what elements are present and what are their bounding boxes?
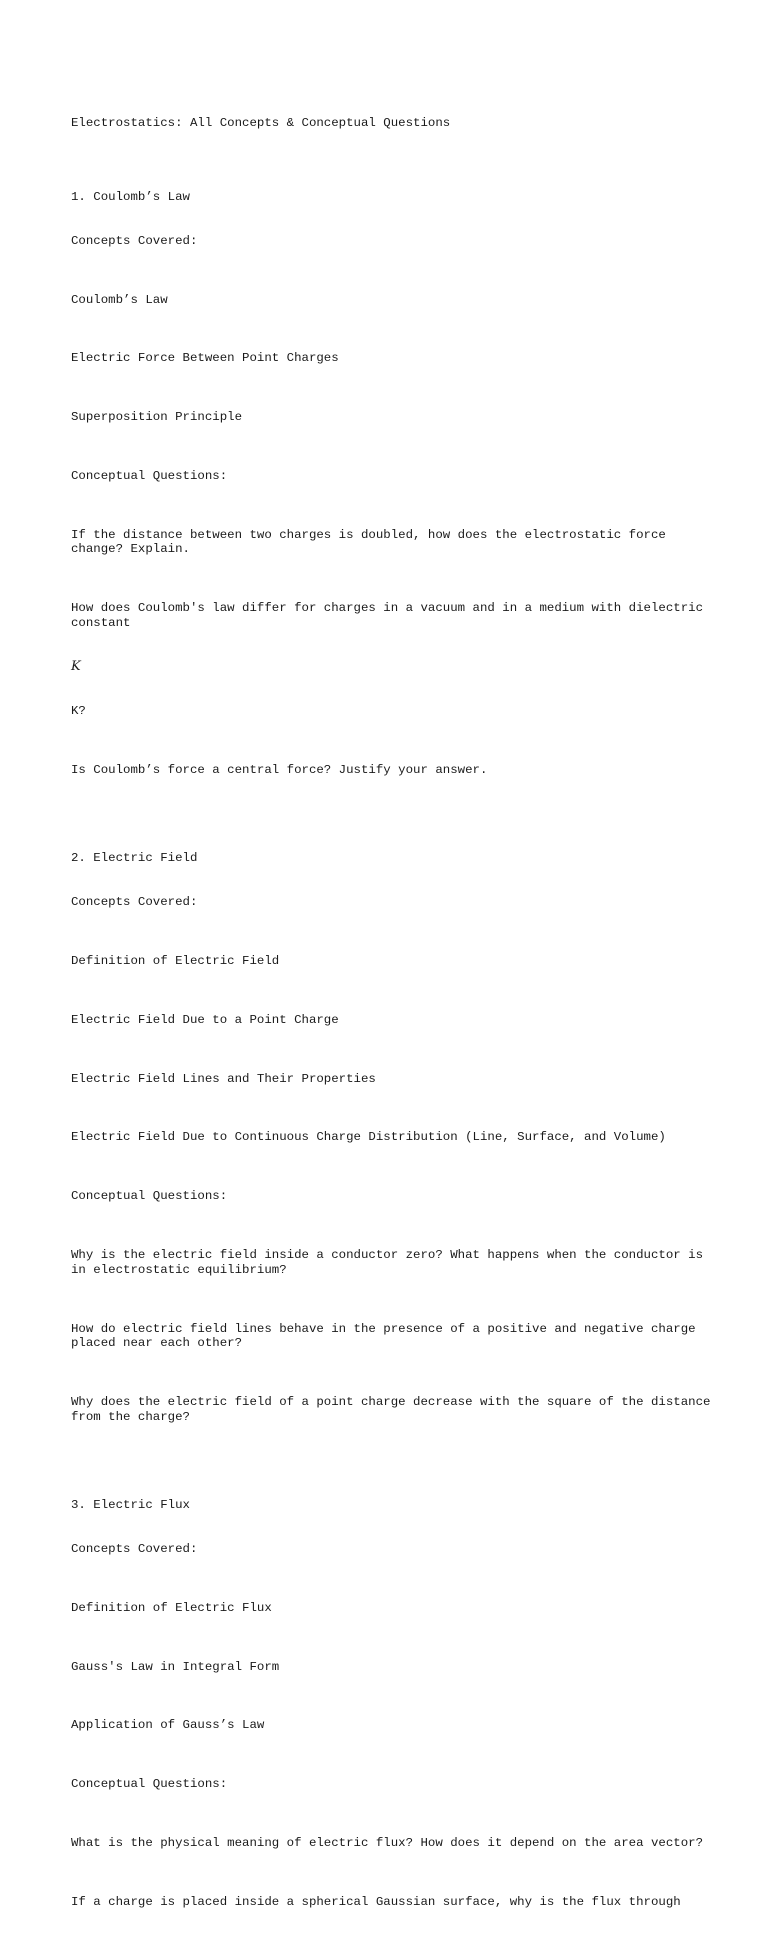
concept-item: Application of Gauss’s Law: [71, 1718, 265, 1733]
section-heading: 2. Electric Field: [71, 851, 198, 866]
concept-item: Definition of Electric Flux: [71, 1600, 272, 1615]
questions-label: Conceptual Questions:: [71, 468, 228, 483]
question-item: What is the physical meaning of electric flux? How does it depend on the area vector?: [71, 1836, 704, 1851]
question-tail: K?: [71, 704, 86, 719]
concept-item: Gauss's Law in Integral Form: [71, 1659, 280, 1674]
concept-item: Electric Force Between Point Charges: [71, 351, 339, 366]
concept-item: Electric Field Due to a Point Charge: [71, 1012, 339, 1027]
concepts-label: Concepts Covered:: [71, 1542, 198, 1557]
concept-item: Electric Field Lines and Their Properties: [71, 1071, 376, 1086]
questions-label: Conceptual Questions:: [71, 1189, 228, 1204]
concept-item: Superposition Principle: [71, 410, 243, 425]
document-title: Electrostatics: All Concepts & Conceptual Questions: [71, 116, 451, 131]
questions-label: Conceptual Questions:: [71, 1777, 228, 1792]
question-item: Why does the electric field of a point charge decrease with the square of the distance from the charge?: [71, 1395, 718, 1424]
question-item: How does Coulomb's law differ for charges in a vacuum and in a medium with dielectric constant: [71, 601, 711, 630]
question-item: If a charge is placed inside a spherical Gaussian surface, why is the flux through: [71, 1894, 681, 1909]
concepts-label: Concepts Covered:: [71, 233, 198, 248]
concept-item: Coulomb’s Law: [71, 292, 168, 307]
question-item: If the distance between two charges is doubled, how does the electrostatic force change? Explain.: [71, 527, 674, 557]
math-k: K: [71, 659, 81, 675]
question-item: How do electric field lines behave in the presence of a positive and negative charge placed near each other?: [71, 1321, 704, 1351]
document-body: [71, 72, 718, 1954]
section-heading: 3. Electric Flux: [71, 1497, 190, 1512]
section-heading: 1. Coulomb’s Law: [71, 189, 190, 204]
concept-item: Definition of Electric Field: [71, 954, 280, 969]
question-item: Why is the electric field inside a conductor zero? What happens when the conductor is in electrostatic equilibrium?: [71, 1248, 711, 1277]
question-item: Is Coulomb’s force a central force? Justify your answer.: [71, 762, 488, 777]
concept-item: Electric Field Due to Continuous Charge Distribution (Line, Surface, and Volume): [71, 1130, 666, 1145]
math-symbol: [71, 660, 711, 675]
concepts-label: Concepts Covered:: [71, 895, 198, 910]
